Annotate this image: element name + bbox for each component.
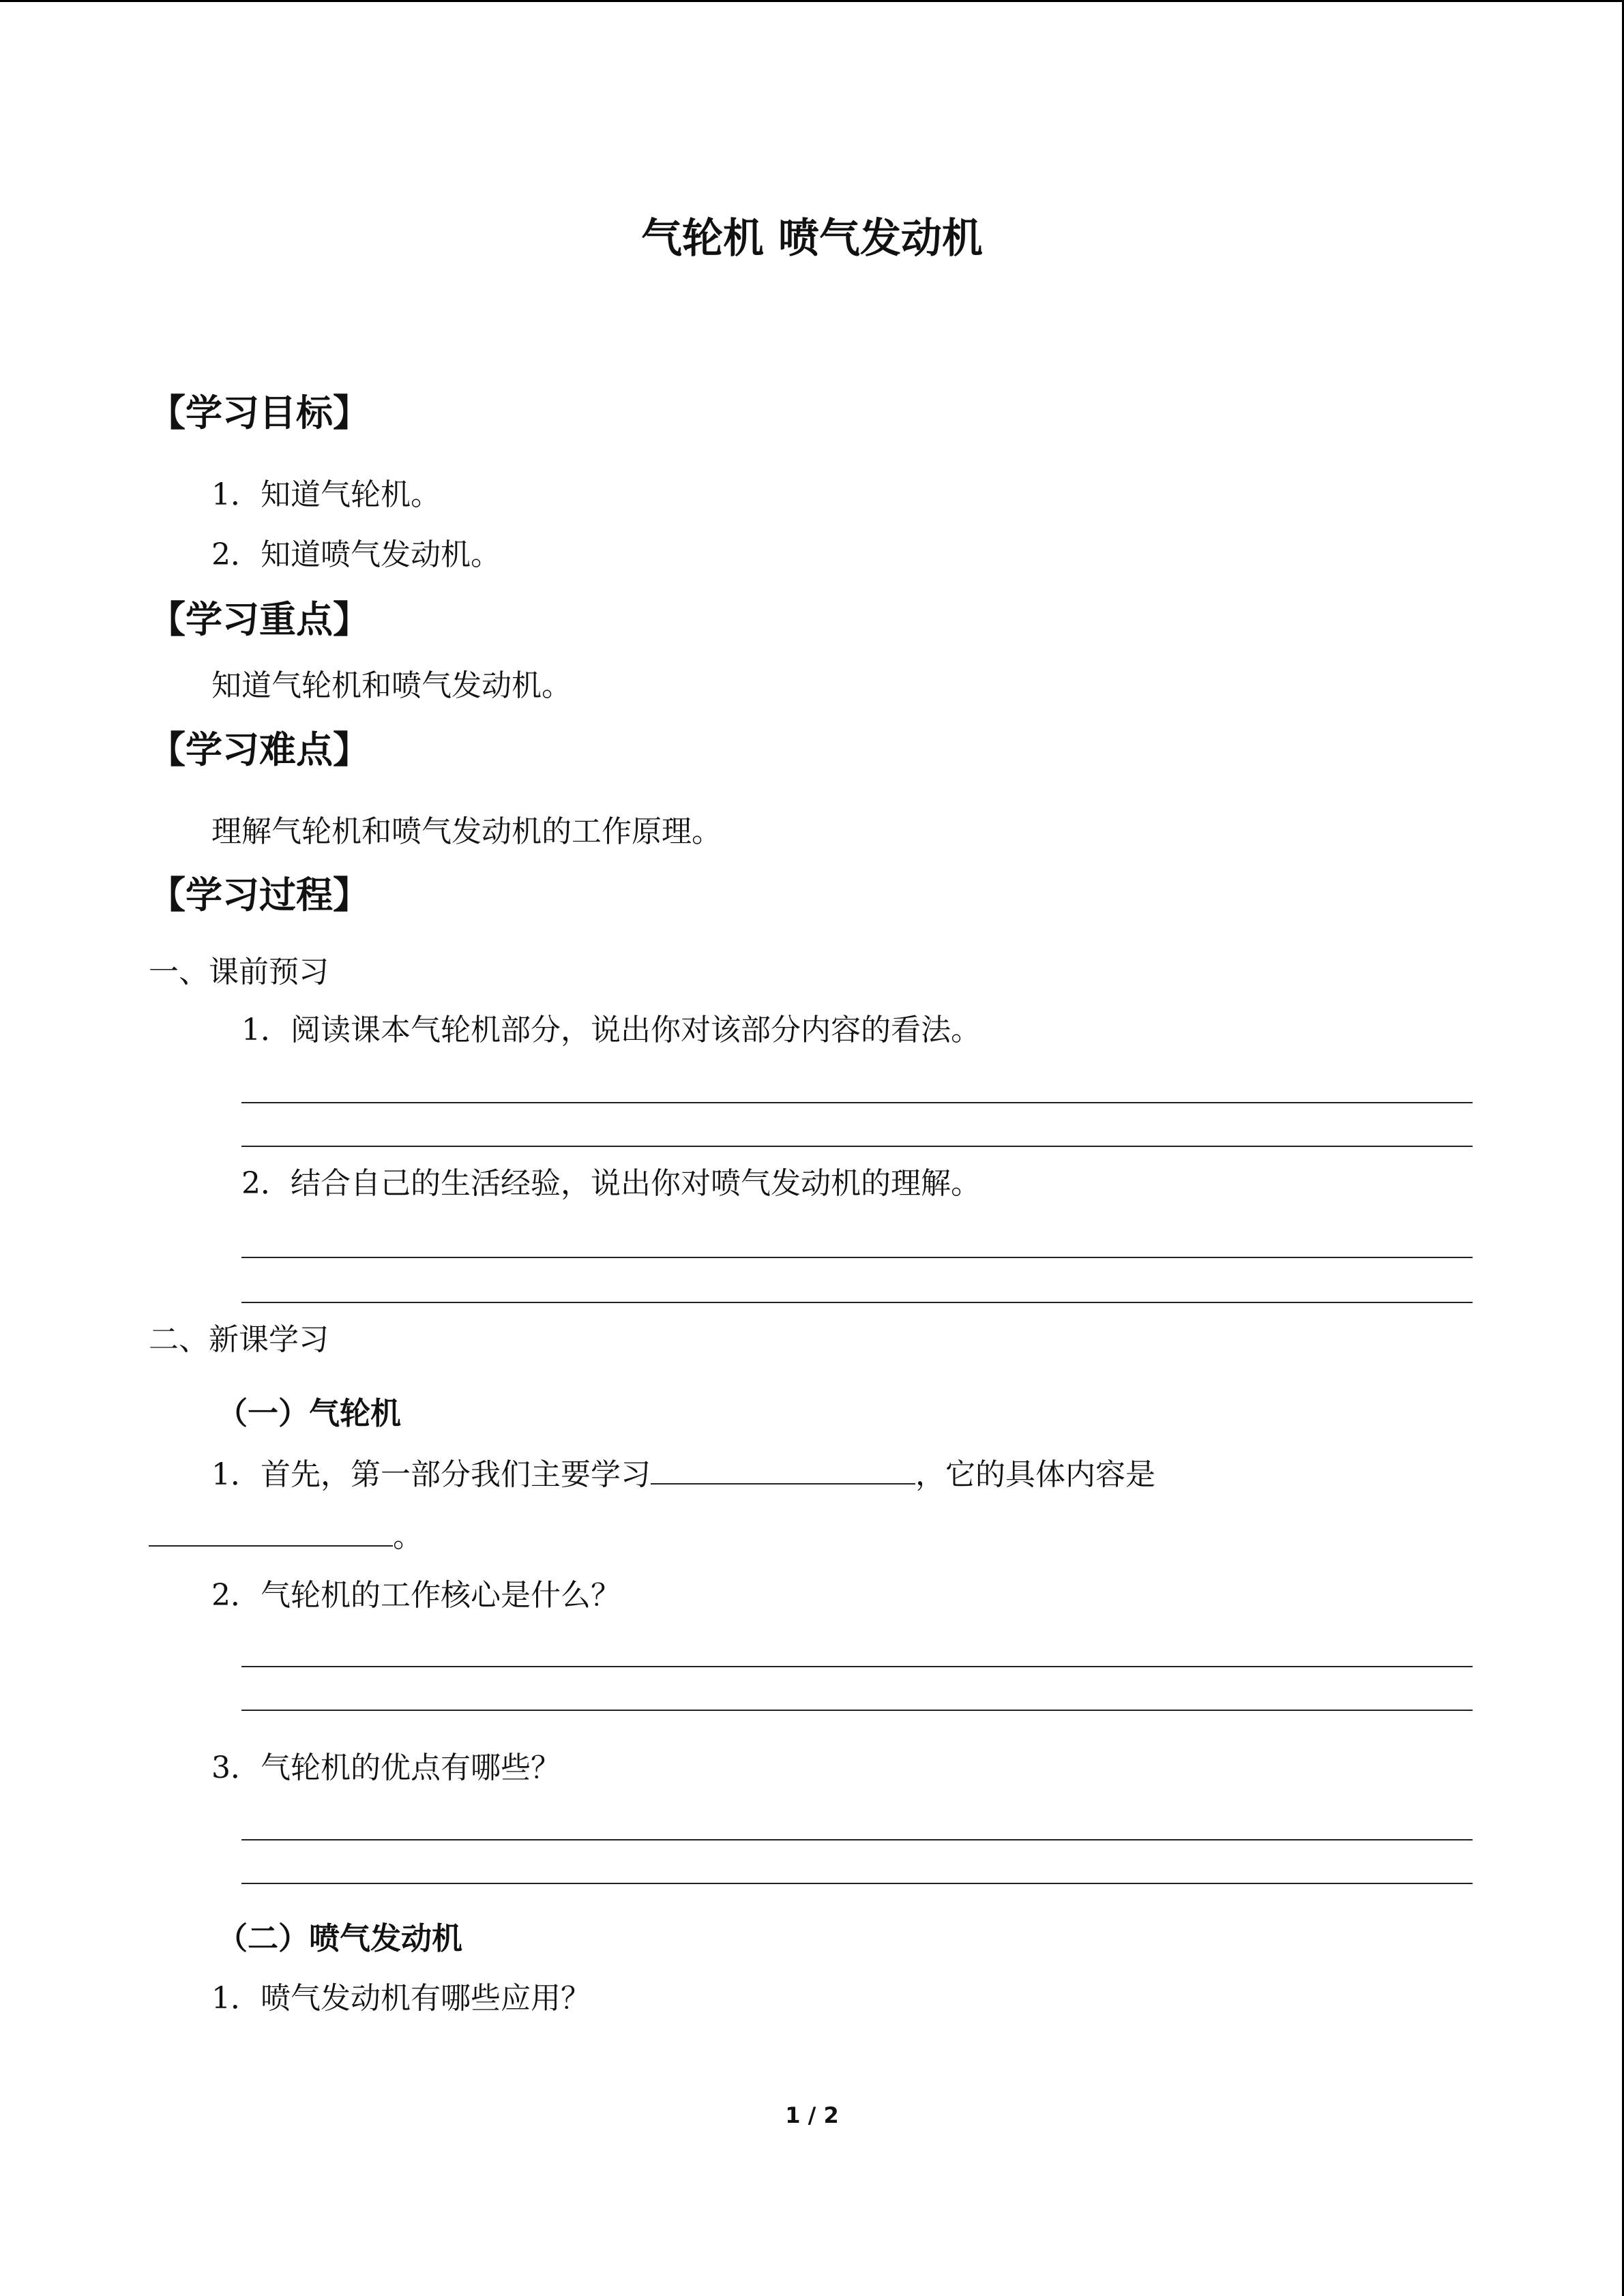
part2-question-1: 1．喷气发动机有哪些应用？ [211,1981,591,2016]
part1-question-3: 3．气轮机的优点有哪些？ [211,1750,561,1785]
focus-text: 知道气轮机和喷气发动机。 [211,668,572,703]
difficulty-text: 理解气轮机和喷气发动机的工作原理。 [211,814,722,849]
answer-line[interactable] [241,1883,1473,1884]
part1-heading: （一）气轮机 [217,1395,402,1431]
page-title: 气轮机 喷气发动机 [641,215,983,263]
part1-q1-prefix: 1．首先，第一部分我们主要学习 [211,1457,651,1492]
answer-line[interactable] [241,1710,1473,1711]
goals-heading: 【学习目标】 [149,391,370,434]
focus-heading: 【学习重点】 [149,598,370,641]
part1-question-1 [211,1453,1155,1495]
part1-q1-suffix: 。 [393,1519,423,1554]
process-heading: 【学习过程】 [149,874,370,916]
goal-item-1: 1．知道气轮机。 [211,477,441,512]
preview-question-2: 2．结合自己的生活经验，说出你对喷气发动机的理解。 [241,1166,981,1201]
part1-question-1-continued [149,1515,423,1557]
part1-question-2: 2．气轮机的工作核心是什么？ [211,1578,621,1613]
goal-item-2: 2．知道喷气发动机。 [211,537,501,572]
difficulty-heading: 【学习难点】 [149,728,370,771]
preview-heading: 一、课前预习 [149,955,329,989]
page-border-top [0,0,1624,2]
fill-blank[interactable] [149,1515,393,1547]
newlesson-heading: 二、新课学习 [149,1322,329,1357]
page-number: 1 / 2 [785,2102,839,2128]
answer-line[interactable] [241,1257,1473,1258]
fill-blank[interactable] [651,1453,915,1485]
answer-line[interactable] [241,1839,1473,1840]
part1-q1-middle: ，它的具体内容是 [915,1457,1155,1492]
preview-question-1: 1．阅读课本气轮机部分，说出你对该部分内容的看法。 [241,1013,981,1047]
part2-heading: （二）喷气发动机 [217,1920,463,1956]
answer-line[interactable] [241,1146,1473,1147]
answer-line[interactable] [241,1666,1473,1667]
answer-line[interactable] [241,1102,1473,1103]
answer-line[interactable] [241,1302,1473,1303]
